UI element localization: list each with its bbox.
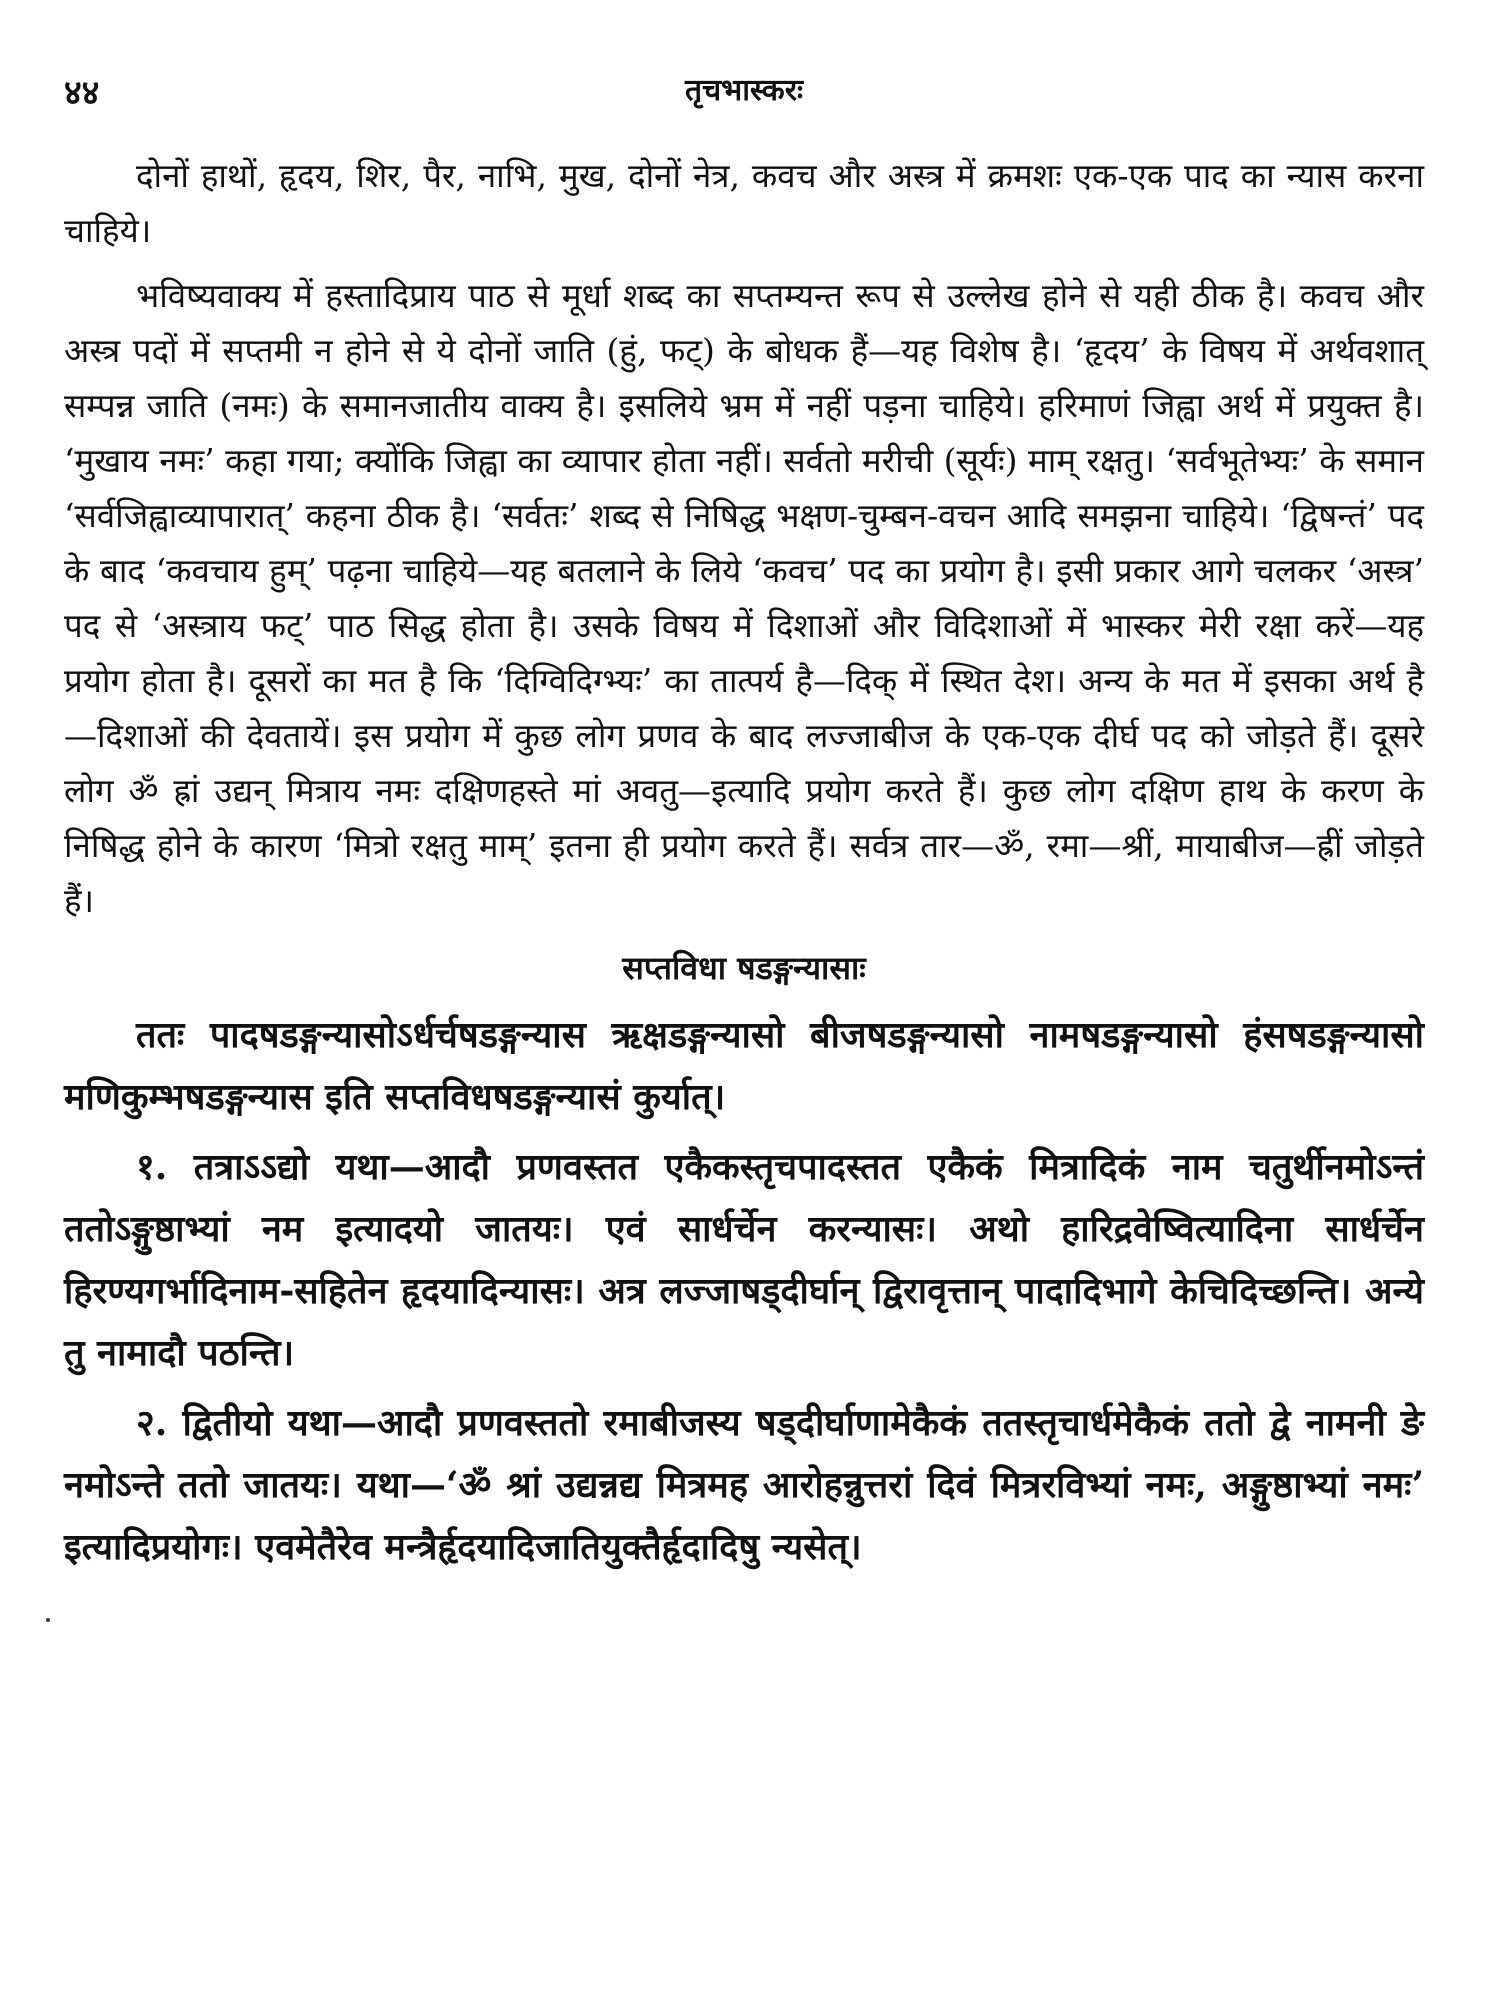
section-heading: सप्तविधा षडङ्गन्यासाः [622,949,866,987]
page-header [64,68,1424,128]
sanskrit-paragraph-2: १. तत्राऽऽद्यो यथा—आदौ प्रणवस्तत एकैकस्तृचपादस्तत एकैकं मित्रादिकं नाम चतुर्थीनमोऽन्तं ततोऽङ्गुष्ठाभ्यां नम इत्यादयो जातयः। एवं सार्धर्चेन करन्यासः। अथो हारिद्रवेष्वित्यादिना सार्धर्चेन हिरण्यगर्भादिनाम-सहितेन हृदयादिन्यासः। अत्र लज्जाषड्दीर्घान् द्विरावृत्तान् पादादिभागे केचिदिच्छन्ति। अन्ये तु नामादौ पठन्ति। [64,1146,1424,1374]
running-title: तृचभास्करः [684,73,804,108]
sanskrit-paragraph-1: ततः पादषडङ्गन्यासोऽर्धर्चषडङ्गन्यास ऋक्षडङ्गन्यासो बीजषडङ्गन्यासो नामषडङ्गन्यासो हंसषडङ्गन्यासो मणिकुम्भषडङ्गन्यास इति सप्तविधषडङ्गन्यासं कुर्यात्। [64,1014,1424,1118]
hindi-paragraph-1: दोनों हाथों, हृदय, शिर, पैर, नाभि, मुख, दोनों नेत्र, कवच और अस्त्र में क्रमशः एक-एक पाद का न्यास करना चाहिये। [64,156,1424,250]
sanskrit-paragraph-3: २. द्वितीयो यथा—आदौ प्रणवस्ततो रमाबीजस्य षड्दीर्घाणामेकैकं ततस्तृचार्धमेकैकं ततो द्वे नामनी ङे नमोऽन्ते ततो जातयः। यथा—‘ॐ श्रां उद्यन्नद्य मित्रमह आरोहन्नुत्तरां दिवं मित्ररविभ्यां नमः, अङ्गुष्ठाभ्यां नमः’ इत्यादिप्रयोगः। एवमेतैरेव मन्त्रैर्हृदयादिजातियुक्तैर्हृदादिषु न्यसेत्। [64,1402,1424,1568]
page-body [64,148,1424,1578]
page-number: ४४ [64,73,100,113]
print-speck [46,1618,50,1622]
hindi-paragraph-2: भविष्यवाक्य में हस्तादिप्राय पाठ से मूर्धा शब्द का सप्तम्यन्त रूप से उल्लेख होने से यही ठीक है। कवच और अस्त्र पदों में सप्तमी न होने से ये दोनों जाति (हुं, फट्) के बोधक हैं—यह विशेष है। ‘हृदय’ के विषय में अर्थवशात् सम्पन्न जाति (नमः) के समानजातीय वाक्य है। इसलिये भ्रम में नहीं पड़ना चाहिये। हरिमाणं जिह्वा अर्थ में प्रयुक्त है। ‘मुखाय नमः’ कहा गया; क्योंकि जिह्वा का व्यापार होता नहीं। सर्वतो मरीची (सूर्यः) माम् रक्षतु। ‘सर्वभूतेभ्यः’ के समान ‘सर्वजिह्वाव्यापारात्’ कहना ठीक है। ‘सर्वतः’ शब्द से निषिद्ध भक्षण-चुम्बन-वचन आदि समझना चाहिये। ‘द्विषन्तं’ पद के बाद ‘कवचाय हुम्’ पढ़ना चाहिये—यह बतलाने के लिये ‘कवच’ पद का प्रयोग है। इसी प्रकार आगे चलकर ‘अस्त्र’ पद से ‘अस्त्राय फट्’ पाठ सिद्ध होता है। उसके विषय में दिशाओं और विदिशाओं में भास्कर मेरी रक्षा करें—यह प्रयोग होता है। दूसरों का मत है कि ‘दिग्विदिग्भ्यः’ का तात्पर्य है—दिक् में स्थित देश। अन्य के मत में इसका अर्थ है—दिशाओं की देवतायें। इस प्रयोग में कुछ लोग प्रणव के बाद लज्जाबीज के एक-एक दीर्घ पद को जोड़ते हैं। दूसरे लोग ॐ ह्रां उद्यन् मित्राय नमः दक्षिणहस्ते मां अवतु—इत्यादि प्रयोग करते हैं। कुछ लोग दक्षिण हाथ के करण के निषिद्ध होने के कारण ‘मित्रो रक्षतु माम्’ इतना ही प्रयोग करते हैं। सर्वत्र तार—ॐ, रमा—श्रीं, मायाबीज—ह्रीं जोड़ते हैं। [64,276,1424,920]
